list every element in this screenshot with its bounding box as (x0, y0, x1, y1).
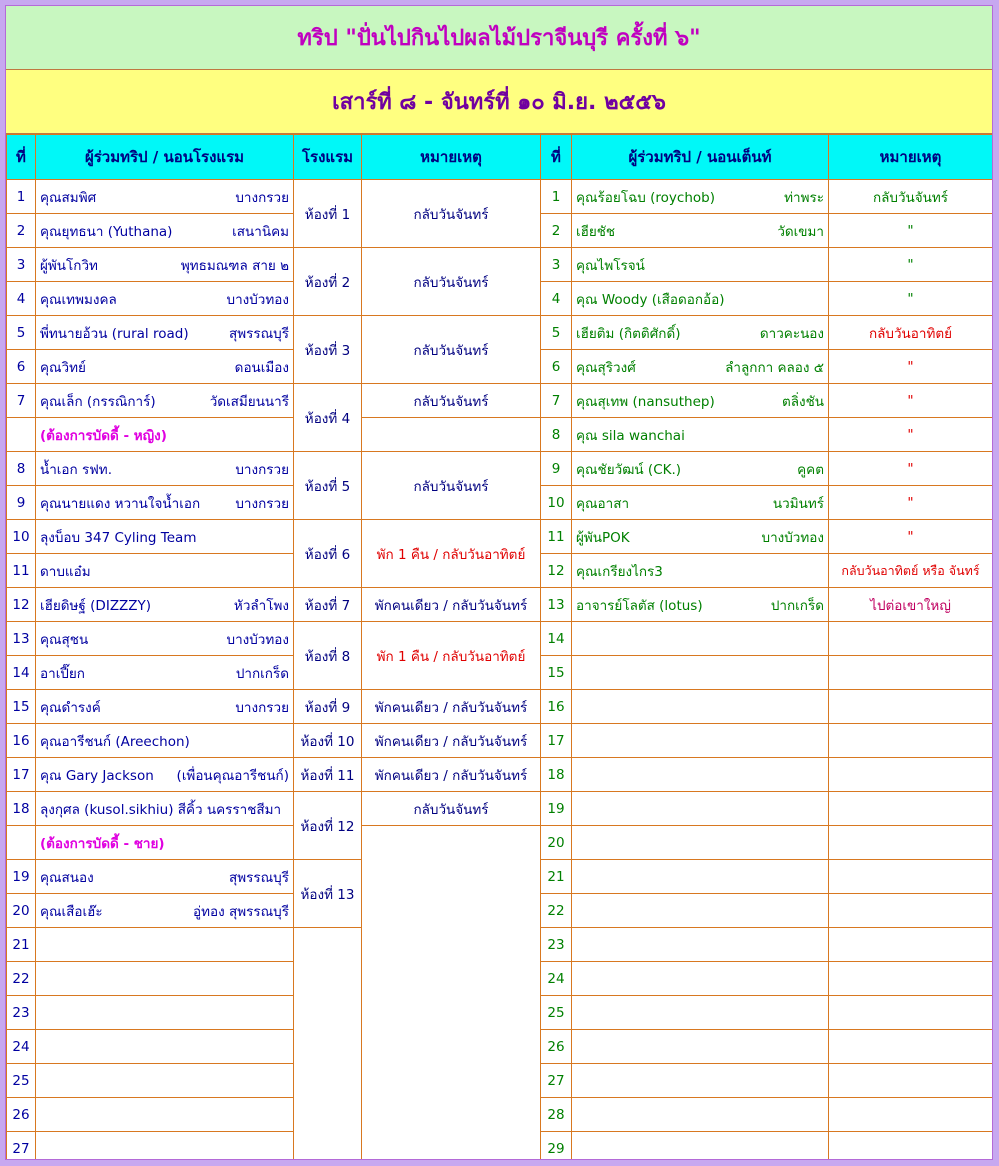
left-participant-cell (36, 486, 294, 520)
right-participant-cell (572, 1132, 829, 1161)
left-participant-cell (36, 248, 294, 282)
participant-place: วัดเสมียนนารี (209, 393, 289, 410)
participant-place: อู่ทอง สุพรรณบุรี (193, 903, 289, 920)
right-participant-cell (572, 690, 829, 724)
right-participant-cell (572, 1098, 829, 1132)
participant-name: คุณสุชน (40, 631, 89, 648)
table-row (7, 690, 993, 724)
hotel-room-cell (294, 928, 362, 1161)
participant-place: วัดเขมา (777, 223, 824, 240)
left-participant-cell (36, 962, 294, 996)
right-note-cell (829, 792, 993, 826)
left-participant-cell (36, 452, 294, 486)
left-participant-cell (36, 894, 294, 928)
participant-name: คุณสมพิศ (40, 189, 97, 206)
left-row-number: 25 (7, 1064, 36, 1098)
participant-name: คุณวิทย์ (40, 359, 86, 376)
right-row-number: 14 (541, 622, 572, 656)
page-frame (5, 5, 993, 1160)
left-row-number: 23 (7, 996, 36, 1030)
participant-name: (ต้องการบัดดี้ - ชาย) (40, 835, 165, 852)
participant-place: ลำลูกกา คลอง ๕ (725, 359, 824, 376)
participant-name: คุณชัยวัฒน์ (CK.) (576, 461, 682, 478)
right-row-number: 23 (541, 928, 572, 962)
page-subtitle: เสาร์ที่ ๘ - จันทร์ที่ ๑๐ มิ.ย. ๒๕๕๖ (6, 70, 992, 134)
header-left-participant: ผู้ร่วมทริป / นอนโรงแรม (36, 135, 294, 180)
left-row-number: 26 (7, 1098, 36, 1132)
hotel-room-cell: ห้องที่ 6 (294, 520, 362, 588)
right-row-number: 7 (541, 384, 572, 418)
right-row-number: 10 (541, 486, 572, 520)
left-row-number: 18 (7, 792, 36, 826)
participant-name: คุณเกรียงไกร3 (576, 563, 663, 580)
hotel-room-cell: ห้องที่ 2 (294, 248, 362, 316)
left-row-number: 5 (7, 316, 36, 350)
header-right-note: หมายเหตุ (829, 135, 993, 180)
left-row-number (7, 826, 36, 860)
right-participant-cell (572, 486, 829, 520)
left-note-cell (362, 418, 541, 452)
right-note-cell: " (829, 350, 993, 384)
table-row (7, 588, 993, 622)
hotel-room-cell: ห้องที่ 8 (294, 622, 362, 690)
left-note-cell: กลับวันจันทร์ (362, 452, 541, 520)
right-row-number: 28 (541, 1098, 572, 1132)
participant-place: บางกรวย (235, 461, 289, 478)
right-participant-cell (572, 724, 829, 758)
left-participant-cell (36, 1132, 294, 1161)
participant-place: คูคต (797, 461, 824, 478)
left-row-number: 3 (7, 248, 36, 282)
right-row-number: 22 (541, 894, 572, 928)
participant-name: ลุงกุศล (kusol.sikhiu) สีคิ้ว นครราชสีมา (40, 801, 282, 818)
left-participant-cell (36, 1030, 294, 1064)
participant-name: (ต้องการบัดดี้ - หญิง) (40, 427, 167, 444)
right-note-cell (829, 1132, 993, 1161)
right-note-cell: " (829, 282, 993, 316)
right-participant-cell (572, 1030, 829, 1064)
left-participant-cell (36, 520, 294, 554)
right-note-cell (829, 758, 993, 792)
left-note-cell: พัก 1 คืน / กลับวันอาทิตย์ (362, 622, 541, 690)
right-row-number: 15 (541, 656, 572, 690)
participant-name: ดาบแอ๋ม (40, 563, 91, 580)
right-row-number: 21 (541, 860, 572, 894)
right-note-cell (829, 622, 993, 656)
right-participant-cell (572, 180, 829, 214)
right-participant-cell (572, 384, 829, 418)
table-row (7, 180, 993, 214)
right-row-number: 2 (541, 214, 572, 248)
participant-name: อาเปี๊ยก (40, 665, 85, 682)
participant-place: บางกรวย (235, 189, 289, 206)
right-note-cell (829, 1098, 993, 1132)
right-participant-cell (572, 826, 829, 860)
header-no-right: ที่ (541, 135, 572, 180)
left-participant-cell (36, 384, 294, 418)
left-row-number: 20 (7, 894, 36, 928)
participant-place: ปากเกร็ด (235, 665, 289, 682)
left-note-cell: พัก 1 คืน / กลับวันอาทิตย์ (362, 520, 541, 588)
right-row-number: 20 (541, 826, 572, 860)
table-row (7, 622, 993, 656)
right-participant-cell (572, 1064, 829, 1098)
left-note-cell (362, 826, 541, 1161)
participant-name: คุณไพโรจน์ (576, 257, 645, 274)
left-note-cell: กลับวันจันทร์ (362, 316, 541, 384)
right-note-cell: " (829, 248, 993, 282)
left-participant-cell (36, 792, 294, 826)
right-note-cell (829, 1030, 993, 1064)
participant-place: บางกรวย (235, 699, 289, 716)
participant-name: ลุงบ็อบ 347 Cyling Team (40, 529, 197, 546)
right-participant-cell (572, 996, 829, 1030)
left-row-number: 14 (7, 656, 36, 690)
participant-name: เฮียติม (กิตติศักดิ์) (576, 325, 681, 342)
participant-place: บางบัวทอง (761, 529, 824, 546)
left-note-cell: พักคนเดียว / กลับวันจันทร์ (362, 724, 541, 758)
left-participant-cell (36, 928, 294, 962)
table-header-row (7, 135, 993, 180)
left-row-number: 19 (7, 860, 36, 894)
right-participant-cell (572, 520, 829, 554)
left-participant-cell (36, 316, 294, 350)
header-right-participant: ผู้ร่วมทริป / นอนเต็นท์ (572, 135, 829, 180)
left-participant-cell (36, 554, 294, 588)
left-row-number: 22 (7, 962, 36, 996)
right-note-cell (829, 826, 993, 860)
hotel-room-cell: ห้องที่ 11 (294, 758, 362, 792)
right-note-cell: " (829, 214, 993, 248)
right-note-cell (829, 962, 993, 996)
left-participant-cell (36, 1064, 294, 1098)
left-note-cell: พักคนเดียว / กลับวันจันทร์ (362, 690, 541, 724)
right-note-cell: กลับวันจันทร์ (829, 180, 993, 214)
right-row-number: 4 (541, 282, 572, 316)
right-row-number: 9 (541, 452, 572, 486)
table-row (7, 826, 993, 860)
hotel-room-cell: ห้องที่ 1 (294, 180, 362, 248)
left-participant-cell (36, 860, 294, 894)
left-participant-cell (36, 724, 294, 758)
right-participant-cell (572, 248, 829, 282)
right-participant-cell (572, 418, 829, 452)
right-row-number: 24 (541, 962, 572, 996)
right-row-number: 18 (541, 758, 572, 792)
right-participant-cell (572, 656, 829, 690)
right-row-number: 5 (541, 316, 572, 350)
table-row (7, 792, 993, 826)
participant-name: คุณสุริวงศ์ (576, 359, 636, 376)
table-row (7, 520, 993, 554)
right-participant-cell (572, 350, 829, 384)
right-participant-cell (572, 554, 829, 588)
right-participant-cell (572, 758, 829, 792)
right-note-cell (829, 860, 993, 894)
header-no: ที่ (7, 135, 36, 180)
left-note-cell: พักคนเดียว / กลับวันจันทร์ (362, 588, 541, 622)
right-note-cell (829, 996, 993, 1030)
hotel-room-cell: ห้องที่ 5 (294, 452, 362, 520)
left-participant-cell (36, 656, 294, 690)
right-note-cell: " (829, 384, 993, 418)
hotel-room-cell: ห้องที่ 10 (294, 724, 362, 758)
left-row-number: 27 (7, 1132, 36, 1161)
participant-name: คุณยุทธนา (Yuthana) (40, 223, 173, 240)
participant-place: ท่าพระ (784, 189, 824, 206)
participant-name: คุณสนอง (40, 869, 94, 886)
participant-place: นวมินทร์ (772, 495, 824, 512)
right-note-cell: กลับวันอาทิตย์ (829, 316, 993, 350)
table-row (7, 384, 993, 418)
left-participant-cell (36, 282, 294, 316)
participant-name: คุณร้อยโฉบ (roychob) (576, 189, 715, 206)
right-participant-cell (572, 452, 829, 486)
right-row-number: 8 (541, 418, 572, 452)
participant-place: ดอนเมือง (234, 359, 289, 376)
participant-name: เฮียดิษฐ์ (DIZZZY) (40, 597, 152, 614)
left-row-number: 15 (7, 690, 36, 724)
participant-place: (เพื่อนคุณอารีชนก์) (176, 767, 289, 784)
right-row-number: 3 (541, 248, 572, 282)
left-row-number: 11 (7, 554, 36, 588)
participant-place: หัวลำโพง (233, 597, 289, 614)
page-title: ทริป "ปั่นไปกินไปผลไม้ปราจีนบุรี ครั้งที่ ๖" (6, 6, 992, 70)
participant-name: ผู้พันPOK (576, 529, 630, 546)
right-participant-cell (572, 282, 829, 316)
right-note-cell (829, 1064, 993, 1098)
left-participant-cell (36, 758, 294, 792)
right-row-number: 6 (541, 350, 572, 384)
participant-name: คุณอาสา (576, 495, 630, 512)
hotel-room-cell: ห้องที่ 12 (294, 792, 362, 860)
participant-name: คุณนายแดง หวานใจน้ำเอก (40, 495, 201, 512)
participant-place: บางกรวย (235, 495, 289, 512)
left-row-number: 7 (7, 384, 36, 418)
left-note-cell: กลับวันจันทร์ (362, 384, 541, 418)
participant-name: เฮียชัช (576, 223, 616, 240)
participant-name: ผู้พันโกวิท (40, 257, 98, 274)
table-row (7, 248, 993, 282)
participant-place: ดาวคะนอง (759, 325, 824, 342)
left-row-number: 17 (7, 758, 36, 792)
left-participant-cell (36, 418, 294, 452)
right-row-number: 17 (541, 724, 572, 758)
right-participant-cell (572, 894, 829, 928)
left-participant-cell (36, 690, 294, 724)
right-row-number: 25 (541, 996, 572, 1030)
right-row-number: 29 (541, 1132, 572, 1161)
left-row-number: 10 (7, 520, 36, 554)
right-note-cell: " (829, 520, 993, 554)
left-row-number (7, 418, 36, 452)
left-note-cell: กลับวันจันทร์ (362, 248, 541, 316)
participant-name: พี่ทนายอ้วน (rural road) (40, 325, 189, 342)
left-row-number: 9 (7, 486, 36, 520)
right-participant-cell (572, 622, 829, 656)
left-participant-cell (36, 214, 294, 248)
right-note-cell: " (829, 452, 993, 486)
right-row-number: 27 (541, 1064, 572, 1098)
participant-name: คุณ sila wanchai (576, 427, 685, 444)
right-row-number: 1 (541, 180, 572, 214)
right-participant-cell (572, 214, 829, 248)
left-row-number: 8 (7, 452, 36, 486)
right-note-cell: " (829, 418, 993, 452)
table-row (7, 724, 993, 758)
right-note-cell (829, 690, 993, 724)
right-note-cell (829, 656, 993, 690)
left-participant-cell (36, 588, 294, 622)
participant-name: คุณเล็ก (กรรณิการ์) (40, 393, 156, 410)
left-row-number: 4 (7, 282, 36, 316)
right-participant-cell (572, 962, 829, 996)
header-left-note: หมายเหตุ (362, 135, 541, 180)
right-participant-cell (572, 588, 829, 622)
left-row-number: 2 (7, 214, 36, 248)
right-participant-cell (572, 928, 829, 962)
left-participant-cell (36, 622, 294, 656)
left-participant-cell (36, 826, 294, 860)
table-row (7, 316, 993, 350)
participant-place: บางบัวทอง (226, 291, 289, 308)
participant-place: ปากเกร็ด (770, 597, 824, 614)
left-row-number: 21 (7, 928, 36, 962)
right-row-number: 13 (541, 588, 572, 622)
right-note-cell (829, 928, 993, 962)
right-row-number: 26 (541, 1030, 572, 1064)
participant-name: อาจารย์โลตัส (lotus) (576, 597, 703, 614)
right-note-cell (829, 894, 993, 928)
right-participant-cell (572, 860, 829, 894)
left-note-cell: กลับวันจันทร์ (362, 180, 541, 248)
right-note-cell: ไปต่อเขาใหญ่ (829, 588, 993, 622)
left-row-number: 16 (7, 724, 36, 758)
table-row (7, 452, 993, 486)
table-row (7, 418, 993, 452)
right-row-number: 19 (541, 792, 572, 826)
participant-name: คุณดำรงค์ (40, 699, 101, 716)
participant-name: คุณอารีชนก์ (Areechon) (40, 733, 190, 750)
participant-name: คุณ Woody (เสือดอกอ้อ) (576, 291, 725, 308)
left-note-cell: กลับวันจันทร์ (362, 792, 541, 826)
left-row-number: 24 (7, 1030, 36, 1064)
hotel-room-cell: ห้องที่ 7 (294, 588, 362, 622)
right-row-number: 16 (541, 690, 572, 724)
right-note-cell: กลับวันอาทิตย์ หรือ จันทร์ (829, 554, 993, 588)
left-row-number: 1 (7, 180, 36, 214)
right-participant-cell (572, 792, 829, 826)
left-row-number: 12 (7, 588, 36, 622)
left-row-number: 6 (7, 350, 36, 384)
right-participant-cell (572, 316, 829, 350)
hotel-room-cell: ห้องที่ 9 (294, 690, 362, 724)
right-note-cell (829, 724, 993, 758)
participant-place: พุทธมณฑล สาย ๒ (180, 257, 289, 274)
right-row-number: 12 (541, 554, 572, 588)
header-hotel: โรงแรม (294, 135, 362, 180)
participant-name: คุณเทพมงคล (40, 291, 117, 308)
participants-table (6, 134, 993, 1160)
participant-place: สุพรรณบุรี (229, 869, 289, 886)
table-row (7, 758, 993, 792)
hotel-room-cell: ห้องที่ 13 (294, 860, 362, 928)
hotel-room-cell: ห้องที่ 4 (294, 384, 362, 452)
right-row-number: 11 (541, 520, 572, 554)
participant-name: คุณสุเทพ (nansuthep) (576, 393, 715, 410)
left-note-cell: พักคนเดียว / กลับวันจันทร์ (362, 758, 541, 792)
participant-place: เสนานิคม (232, 223, 289, 240)
participant-place: สุพรรณบุรี (229, 325, 289, 342)
left-participant-cell (36, 1098, 294, 1132)
left-participant-cell (36, 180, 294, 214)
hotel-room-cell: ห้องที่ 3 (294, 316, 362, 384)
right-note-cell: " (829, 486, 993, 520)
participant-name: คุณเสือเฮ๊ะ (40, 903, 103, 920)
participant-name: คุณ Gary Jackson (40, 767, 154, 784)
participant-place: บางบัวทอง (226, 631, 289, 648)
participant-place: ตลิ่งชัน (781, 393, 824, 410)
participant-name: น้ำเอก รฟท. (40, 461, 112, 478)
left-participant-cell (36, 350, 294, 384)
left-row-number: 13 (7, 622, 36, 656)
left-participant-cell (36, 996, 294, 1030)
